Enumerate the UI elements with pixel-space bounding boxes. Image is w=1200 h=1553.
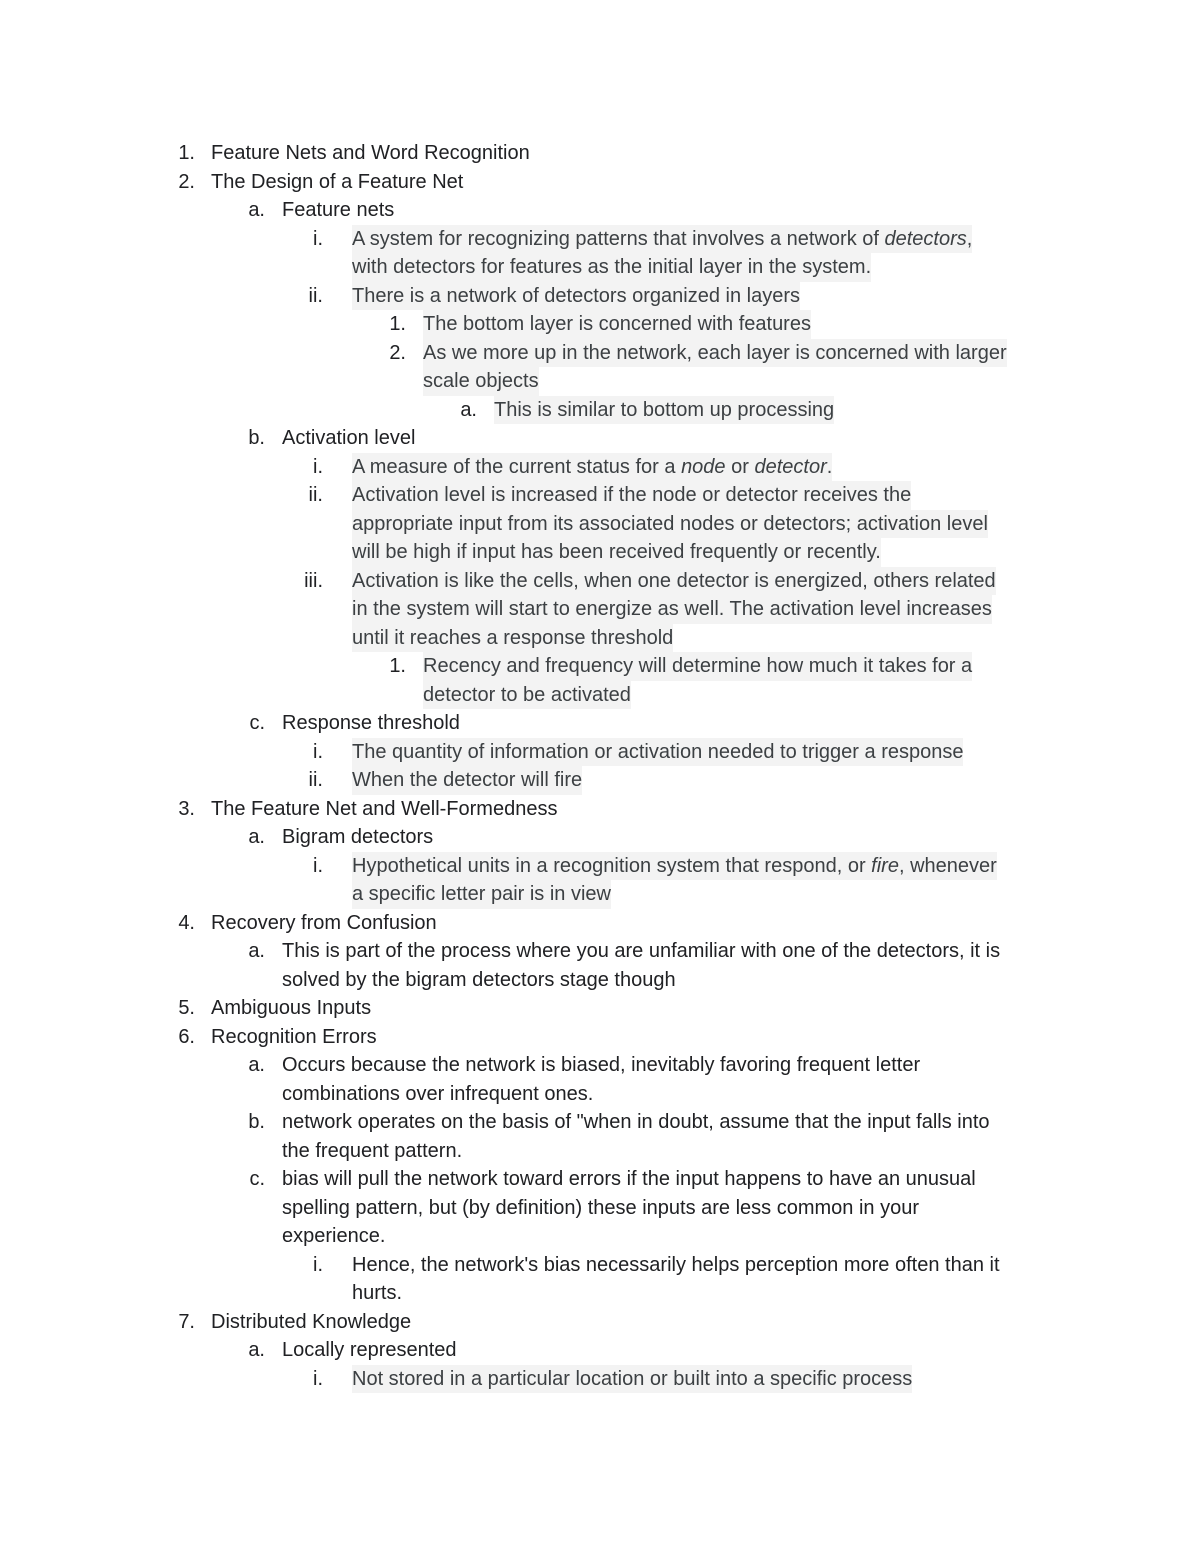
text-run: until it reaches a response threshold <box>352 626 674 649</box>
outline-line <box>0 510 1200 539</box>
list-marker: i. <box>313 854 323 877</box>
outline-line <box>0 823 1200 852</box>
text-run: The bottom layer is concerned with features <box>423 313 811 335</box>
list-item-text <box>282 196 394 225</box>
list-item-text <box>282 709 460 738</box>
text-run: a specific letter pair is in view <box>352 883 611 905</box>
text-run: . <box>826 455 833 478</box>
outline-line <box>0 424 1200 453</box>
outline-line <box>0 1108 1200 1137</box>
list-marker: b. <box>248 1111 265 1133</box>
list-item-text <box>352 453 832 482</box>
outline-line <box>0 139 1200 168</box>
text-run: solved by the bigram detectors stage though <box>282 968 676 991</box>
list-item-text <box>423 367 539 396</box>
text-run: A system for recognizing patterns that involves a network of <box>352 227 885 250</box>
list-item-text <box>211 795 557 824</box>
outline-line <box>0 1051 1200 1080</box>
outline-line <box>0 766 1200 795</box>
outline-line <box>0 481 1200 510</box>
list-marker: ii. <box>308 484 323 506</box>
list-item-text <box>352 510 988 539</box>
text-run: combinations over infrequent ones. <box>282 1082 594 1105</box>
outline-line <box>0 1279 1200 1308</box>
outline-line <box>0 880 1200 909</box>
list-item-text <box>352 1365 912 1394</box>
italic-term: detector <box>754 455 827 478</box>
list-item-text <box>282 1051 920 1080</box>
outline-line <box>0 453 1200 482</box>
text-run: , whenever <box>898 854 997 877</box>
text-run: Hence, the network's bias necessarily helps perception more often than it <box>352 1253 1000 1276</box>
list-item-text <box>423 652 972 681</box>
list-item-text <box>352 253 871 282</box>
outline-line <box>0 795 1200 824</box>
list-marker: c. <box>249 1168 265 1190</box>
text-run: scale objects <box>423 370 539 392</box>
text-run: Activation level <box>282 427 416 449</box>
list-item-text <box>352 225 972 254</box>
outline-line <box>0 567 1200 596</box>
outline-list <box>0 139 1200 1393</box>
italic-term: fire <box>871 854 899 877</box>
list-marker: 1. <box>178 142 195 164</box>
list-marker: c. <box>249 712 265 734</box>
document-page <box>0 139 1200 1393</box>
outline-line <box>0 1308 1200 1337</box>
list-item-text <box>282 1108 990 1137</box>
outline-line <box>0 1023 1200 1052</box>
text-run: with detectors for features as the initial layer in the system. <box>352 256 872 278</box>
list-item-text <box>423 681 631 710</box>
list-marker: iii. <box>304 569 323 592</box>
text-run: Locally represented <box>282 1339 457 1361</box>
list-item-text <box>352 880 611 909</box>
text-run: There is a network of detectors organized in layers <box>352 284 800 307</box>
text-run: experience. <box>282 1225 386 1247</box>
outline-line <box>0 709 1200 738</box>
outline-line <box>0 1336 1200 1365</box>
list-marker: i. <box>313 740 323 763</box>
text-run: This is similar to bottom up processing <box>494 398 835 421</box>
list-marker: i. <box>313 227 323 250</box>
list-item-text <box>282 424 415 453</box>
list-item-text <box>352 282 800 311</box>
text-run: spelling pattern, but (by definition) these inputs are less common in your <box>282 1196 920 1219</box>
list-item-text <box>211 1308 411 1337</box>
list-item-text <box>282 1080 593 1109</box>
outline-line <box>0 253 1200 282</box>
text-run: Feature Nets and Word Recognition <box>211 142 530 164</box>
list-item-text <box>211 909 437 938</box>
outline-line <box>0 1080 1200 1109</box>
list-marker: ii. <box>308 769 323 791</box>
list-item-text <box>423 310 811 339</box>
outline-line <box>0 909 1200 938</box>
outline-line <box>0 937 1200 966</box>
text-run: bias will pull the network toward errors if the input happens to have an unusual <box>282 1168 976 1190</box>
text-run: detector to be activated <box>423 683 631 706</box>
text-run: Recognition Errors <box>211 1025 377 1048</box>
list-item-text <box>282 937 1000 966</box>
list-marker: a. <box>248 1339 265 1361</box>
list-marker: 7. <box>178 1310 195 1333</box>
outline-line <box>0 196 1200 225</box>
text-run: This is part of the process where you are unfamiliar with one of the detectors, it is <box>282 940 1001 962</box>
list-item-text <box>352 1251 1000 1280</box>
list-marker: 2. <box>389 341 406 364</box>
list-item-text <box>282 1194 919 1223</box>
list-marker: a. <box>248 1054 265 1076</box>
list-marker: a. <box>248 826 265 848</box>
list-item-text <box>211 168 463 197</box>
outline-line <box>0 1165 1200 1194</box>
list-item-text <box>352 738 963 767</box>
outline-line <box>0 966 1200 995</box>
list-item-text <box>352 624 673 653</box>
list-marker: 5. <box>178 997 195 1019</box>
text-run: The quantity of information or activation needed to trigger a response <box>352 740 964 763</box>
text-run: Response threshold <box>282 712 460 734</box>
list-item-text <box>211 1023 377 1052</box>
text-run: The Feature Net and Well-Formedness <box>211 797 558 820</box>
text-run: Activation level is increased if the node or detector receives the <box>352 484 912 506</box>
text-run: Recovery from Confusion <box>211 911 437 934</box>
text-run: will be high if input has been received frequently or recently. <box>352 541 881 563</box>
outline-line <box>0 1137 1200 1166</box>
outline-line <box>0 595 1200 624</box>
outline-line <box>0 282 1200 311</box>
outline-line <box>0 339 1200 368</box>
outline-line <box>0 652 1200 681</box>
italic-term: detectors <box>884 227 967 250</box>
list-marker: 4. <box>178 911 195 934</box>
outline-line <box>0 1194 1200 1223</box>
text-run: A measure of the current status for a <box>352 455 682 478</box>
text-run: in the system will start to energize as well. The activation level increases <box>352 598 992 620</box>
text-run: Distributed Knowledge <box>211 1310 412 1333</box>
text-run: Activation is like the cells, when one detector is energized, others related <box>352 569 996 592</box>
text-run: or <box>725 455 755 478</box>
list-marker: 3. <box>178 797 195 820</box>
list-marker: i. <box>313 455 323 478</box>
outline-line <box>0 852 1200 881</box>
list-item-text <box>352 1279 402 1308</box>
list-item-text <box>352 595 992 624</box>
list-marker: a. <box>460 398 477 421</box>
list-item-text <box>352 538 881 567</box>
outline-line <box>0 738 1200 767</box>
list-marker: 2. <box>178 170 195 193</box>
list-item-text <box>282 823 433 852</box>
list-marker: ii. <box>308 284 323 307</box>
list-item-text <box>282 1336 457 1365</box>
text-run: Ambiguous Inputs <box>211 997 372 1019</box>
outline-line <box>0 681 1200 710</box>
list-item-text <box>211 994 371 1023</box>
list-item-text <box>282 1137 462 1166</box>
list-item-text <box>282 1165 976 1194</box>
text-run: Feature nets <box>282 199 395 221</box>
outline-line <box>0 1365 1200 1394</box>
list-marker: a. <box>248 940 265 962</box>
list-item-text <box>211 139 530 168</box>
text-run: the frequent pattern. <box>282 1139 463 1162</box>
text-run: , <box>966 227 973 250</box>
list-item-text <box>423 339 1007 368</box>
list-marker: a. <box>248 199 265 221</box>
text-run: Not stored in a particular location or built into a specific process <box>352 1367 913 1390</box>
text-run: Occurs because the network is biased, inevitably favoring frequent letter <box>282 1054 921 1076</box>
list-marker: 6. <box>178 1025 195 1048</box>
text-run: network operates on the basis of "when in doubt, assume that the input falls into <box>282 1111 990 1133</box>
list-marker: i. <box>313 1253 323 1276</box>
text-run: appropriate input from its associated nodes or detectors; activation level <box>352 512 988 535</box>
list-item-text <box>352 481 911 510</box>
outline-line <box>0 367 1200 396</box>
list-item-text <box>352 766 582 795</box>
outline-line <box>0 1222 1200 1251</box>
list-marker: i. <box>313 1367 323 1390</box>
outline-line <box>0 538 1200 567</box>
text-run: Bigram detectors <box>282 826 434 848</box>
list-item-text <box>282 1222 385 1251</box>
list-item-text <box>352 852 997 881</box>
list-marker: b. <box>248 427 265 449</box>
outline-line <box>0 1251 1200 1280</box>
text-run: hurts. <box>352 1282 403 1304</box>
list-item-text <box>352 567 996 596</box>
outline-line <box>0 994 1200 1023</box>
outline-line <box>0 624 1200 653</box>
outline-line <box>0 310 1200 339</box>
text-run: The Design of a Feature Net <box>211 170 464 193</box>
text-run: As we more up in the network, each layer is concerned with larger <box>423 341 1007 364</box>
outline-line <box>0 225 1200 254</box>
text-run: When the detector will fire <box>352 769 583 791</box>
list-marker: 1. <box>389 313 406 335</box>
list-marker: 1. <box>389 655 406 677</box>
italic-term: node <box>681 455 726 478</box>
text-run: Hypothetical units in a recognition system that respond, or <box>352 854 872 877</box>
text-run: Recency and frequency will determine how much it takes for a <box>423 655 973 677</box>
list-item-text <box>494 396 834 425</box>
list-item-text <box>282 966 676 995</box>
outline-line <box>0 168 1200 197</box>
outline-line <box>0 396 1200 425</box>
